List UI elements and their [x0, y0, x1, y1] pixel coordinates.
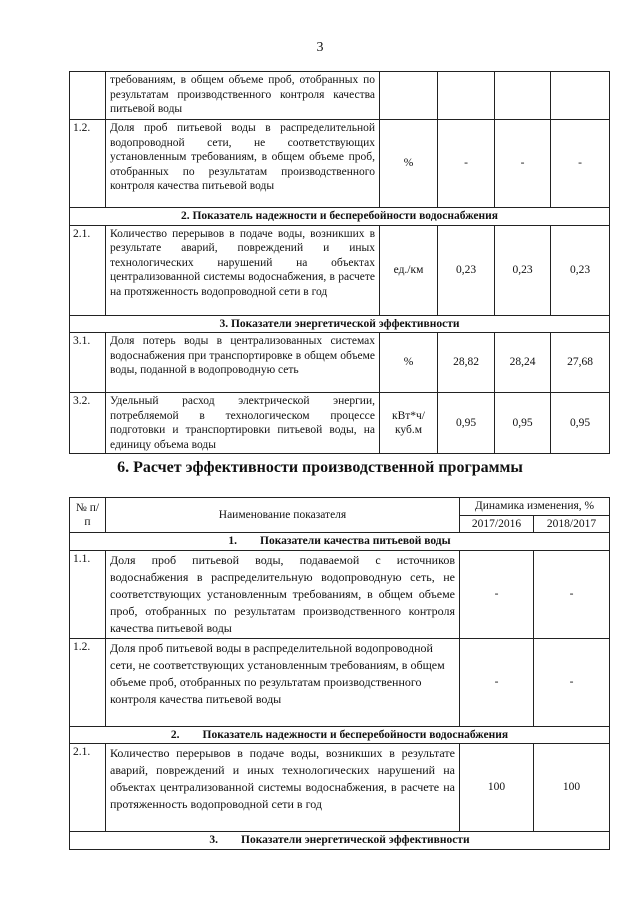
value-cell: 100	[460, 744, 534, 832]
value-cell: 0,23	[551, 225, 610, 315]
value-cell: 27,68	[551, 333, 610, 393]
value-cell: -	[495, 120, 551, 208]
header-num: № п/п	[70, 498, 106, 533]
section-row	[70, 726, 610, 744]
row-number: 2.1.	[70, 744, 106, 832]
value-cell: 0,95	[438, 393, 495, 454]
value-cell: -	[460, 638, 534, 726]
value-cell	[438, 72, 495, 120]
table-row	[70, 550, 610, 638]
indicator-description: Доля проб питьевой воды, подаваемой с источников водоснабжения в распределительную водопроводную сеть, не соответствующих установленным требованиям, в общем объеме проб, отобранных по результатам производственного контроля качества питьевой воды	[106, 550, 460, 638]
value-cell: -	[551, 120, 610, 208]
row-number: 3.2.	[70, 393, 106, 454]
header-name: Наименование показателя	[106, 498, 460, 533]
value-cell: -	[534, 638, 610, 726]
row-number: 2.1.	[70, 225, 106, 315]
section-title: 2. Показатель надежности и бесперебойности водоснабжения	[70, 208, 610, 226]
section-row	[70, 533, 610, 551]
table-row	[70, 638, 610, 726]
section-title	[70, 533, 610, 551]
indicator-description: требованиям, в общем объеме проб, отобранных по результатам производственного контроля качества питьевой воды	[106, 72, 380, 120]
page-number: 3	[316, 40, 324, 55]
value-cell: -	[438, 120, 495, 208]
section-row	[70, 832, 610, 850]
indicator-description: Доля проб питьевой воды в распределительной водопроводной сети, не соответствующих установленным требованиям, в общем объеме проб, отобранных по результатам производственного контроля качества питьевой воды	[106, 120, 380, 208]
value-cell: 28,82	[438, 333, 495, 393]
table-row	[70, 72, 610, 120]
section-number: 1.	[228, 535, 238, 547]
indicator-description: Количество перерывов в подаче воды, возникших в результате аварий, повреждений и иных технологических нарушений на объектах централизованной системы водоснабжения, в расчете на протяженность водопроводной сети в год	[106, 744, 460, 832]
header-year-1: 2017/2016	[460, 515, 534, 533]
indicators-table	[69, 71, 610, 454]
value-cell: 28,24	[495, 333, 551, 393]
unit-cell	[380, 72, 438, 120]
value-cell: -	[460, 550, 534, 638]
section-title	[70, 726, 610, 744]
header-dynamics: Динамика изменения, %	[460, 498, 610, 516]
row-number: 1.2.	[70, 638, 106, 726]
row-number	[70, 72, 106, 120]
value-cell	[551, 72, 610, 120]
indicator-description: Доля потерь воды в централизованных системах водоснабжения при транспортировке в общем объеме воды, поданной в водопроводную сеть	[106, 333, 380, 393]
section-label: Показатель надежности и бесперебойности водоснабжения	[202, 728, 509, 741]
section-heading: 6. Расчет эффективности производственной программы	[117, 459, 523, 476]
header-year-2: 2018/2017	[534, 515, 610, 533]
section-number: 2.	[170, 728, 180, 741]
section-title: 3. Показатели энергетической эффективности	[70, 315, 610, 333]
efficiency-table	[69, 497, 610, 850]
table-row	[70, 225, 610, 315]
value-cell: -	[534, 550, 610, 638]
table-row	[70, 744, 610, 832]
unit-cell: ед./км	[380, 225, 438, 315]
section-number: 3.	[209, 834, 219, 846]
unit-cell: %	[380, 333, 438, 393]
table-row	[70, 333, 610, 393]
unit-cell: %	[380, 120, 438, 208]
unit-cell: кВт*ч/ куб.м	[380, 393, 438, 454]
indicator-description: Количество перерывов в подаче воды, возникших в результате аварий, повреждений и иных технологических нарушений на объектах централизованной системы водоснабжения, в расчете на протяженность водопроводной сети в год	[106, 225, 380, 315]
row-number: 3.1.	[70, 333, 106, 393]
header-row	[70, 498, 610, 516]
value-cell: 0,23	[438, 225, 495, 315]
indicator-description: Доля проб питьевой воды в распределительной водопроводной сети, не соответствующих установленным требованиям, в общем объеме проб, отобранных по результатам производственного контроля качества питьевой воды	[106, 638, 460, 726]
table-row	[70, 120, 610, 208]
value-cell: 0,23	[495, 225, 551, 315]
value-cell: 100	[534, 744, 610, 832]
indicator-description: Удельный расход электрической энергии, потребляемой в технологическом процессе подготовки и транспортировки питьевой воды, на единицу объема воды	[106, 393, 380, 454]
table-row	[70, 393, 610, 454]
value-cell: 0,95	[495, 393, 551, 454]
section-label: Показатели энергетической эффективности	[241, 834, 470, 846]
row-number: 1.1.	[70, 550, 106, 638]
section-label: Показатели качества питьевой воды	[260, 535, 451, 547]
section-title	[70, 832, 610, 850]
section-row	[70, 208, 610, 226]
section-row	[70, 315, 610, 333]
value-cell	[495, 72, 551, 120]
value-cell: 0,95	[551, 393, 610, 454]
row-number: 1.2.	[70, 120, 106, 208]
